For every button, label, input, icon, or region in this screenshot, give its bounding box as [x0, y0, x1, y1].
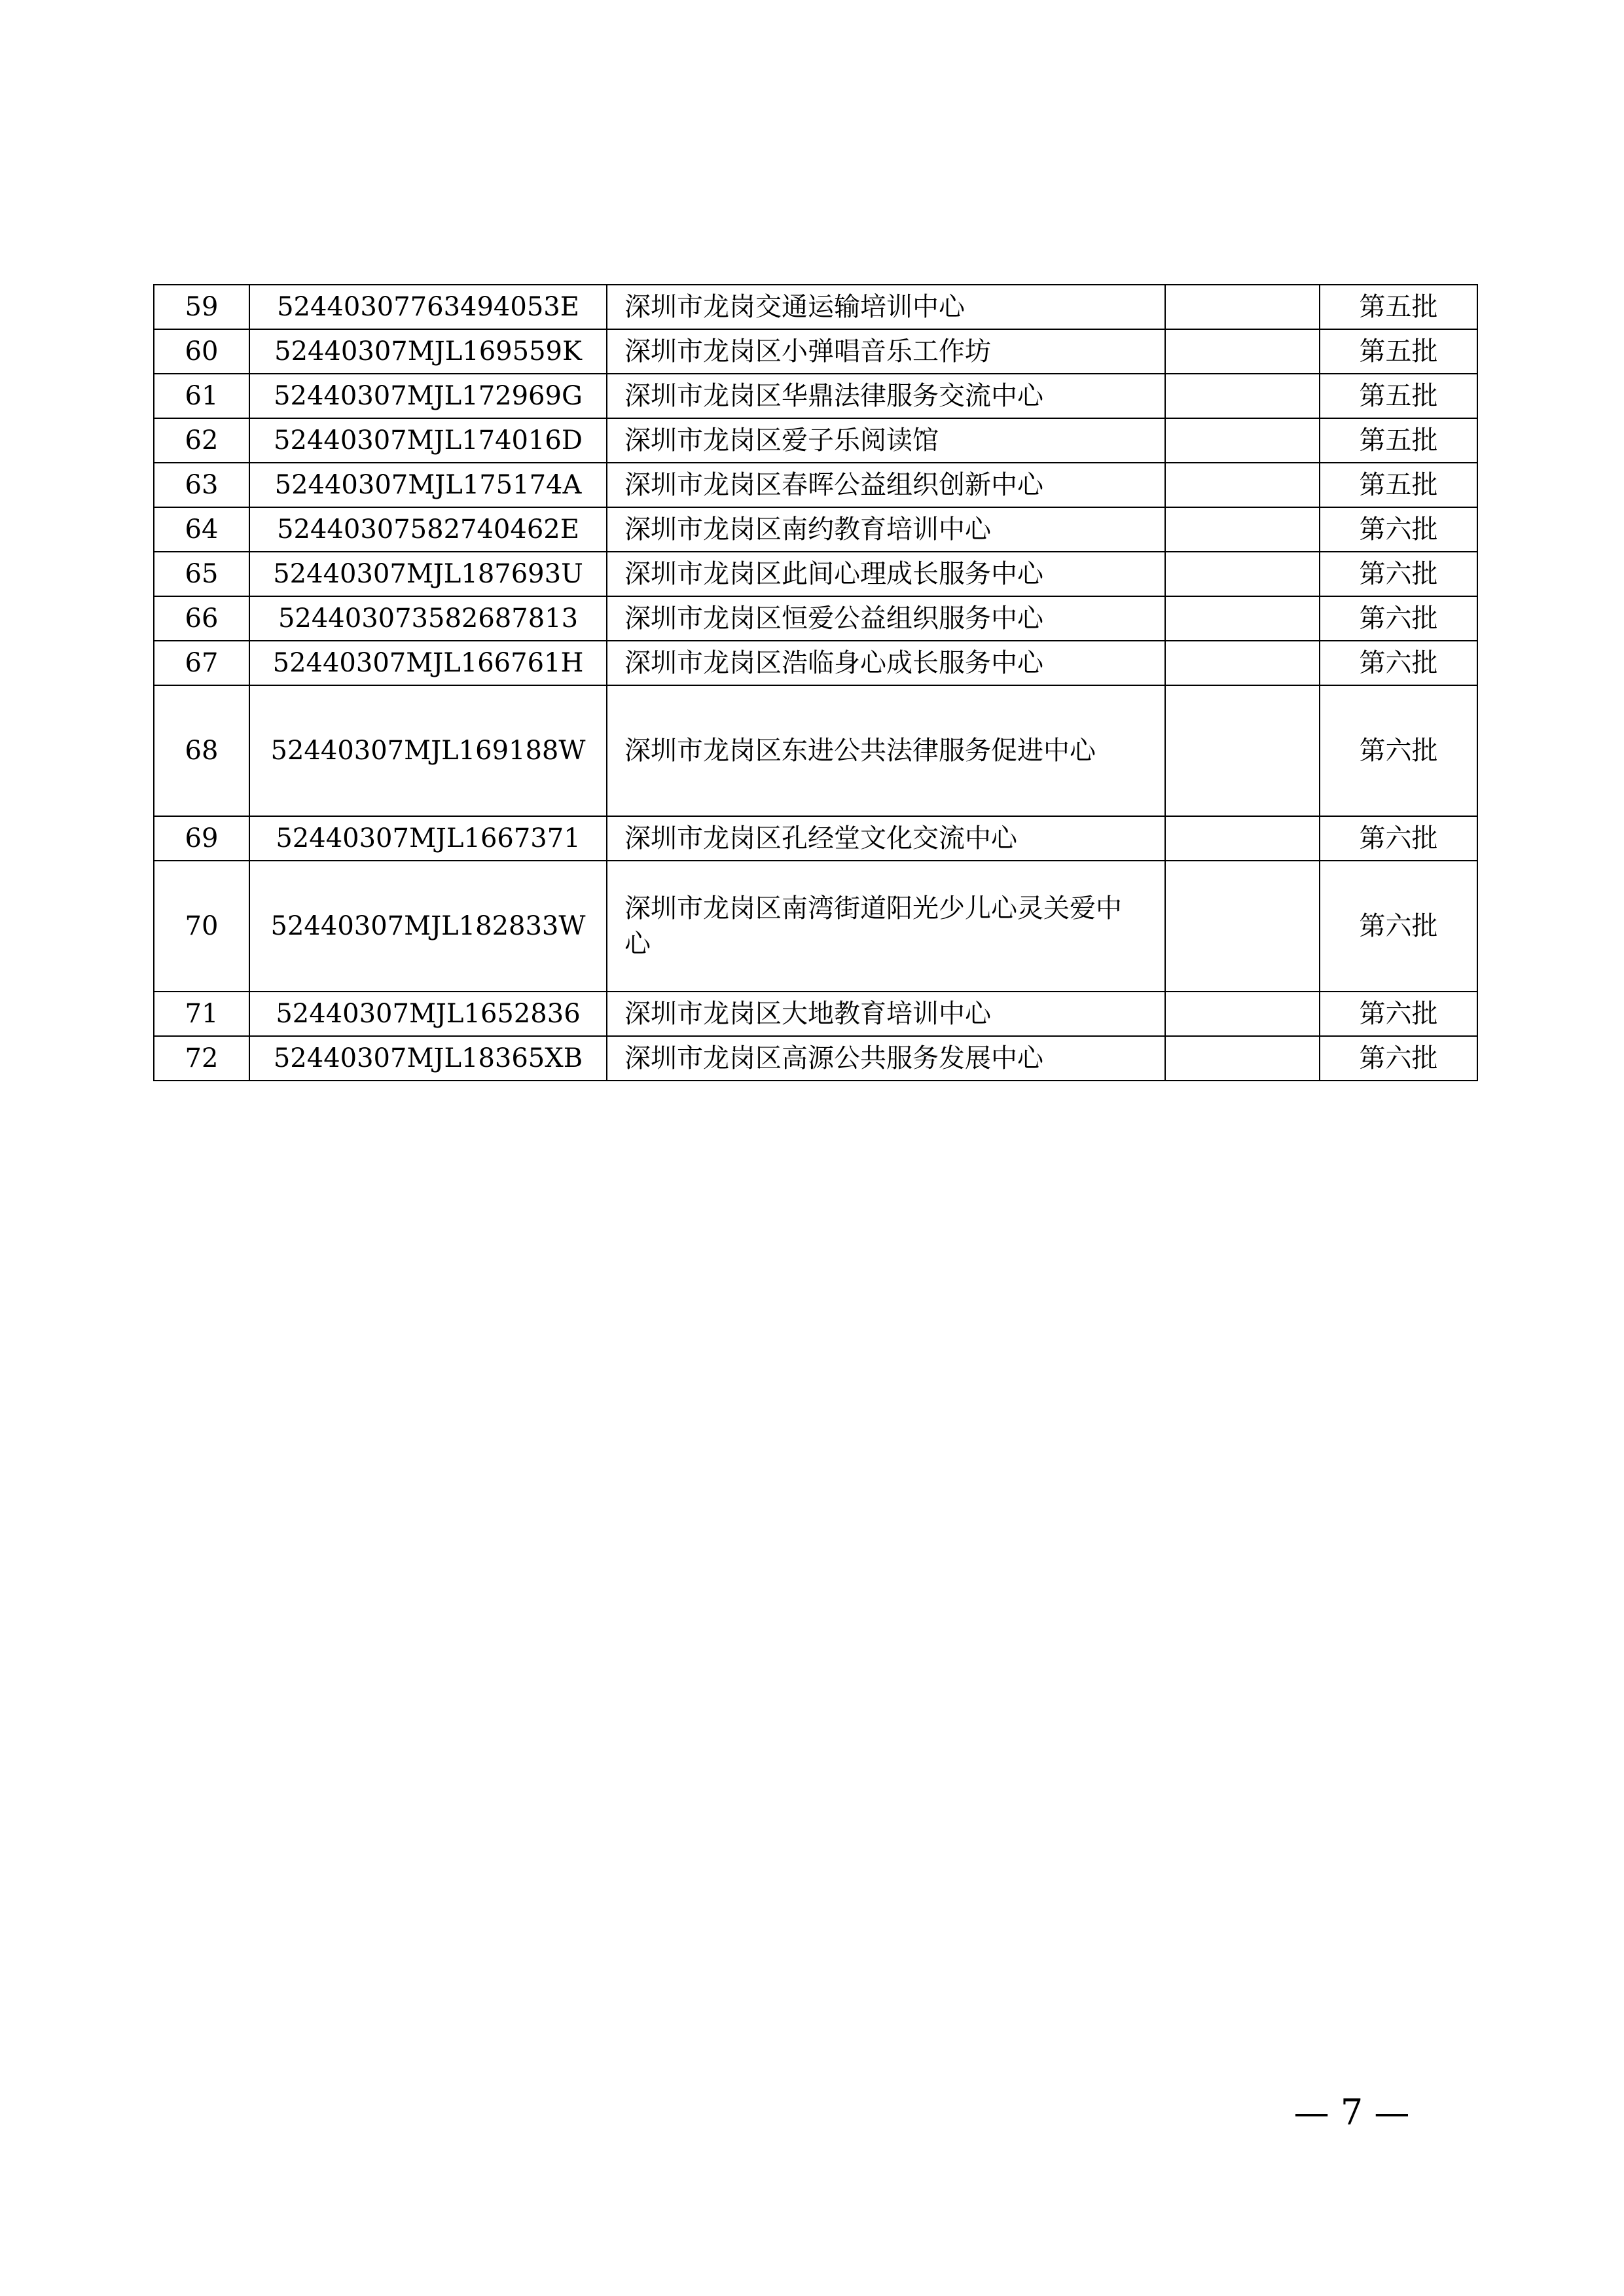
- organization-name: 深圳市龙岗区高源公共服务发展中心: [607, 1036, 1165, 1081]
- table-row: [154, 992, 1477, 1036]
- organization-table: [153, 284, 1478, 1081]
- batch-label: 第六批: [1320, 861, 1477, 992]
- note-cell: [1165, 374, 1320, 418]
- organization-name: 深圳市龙岗区华鼎法律服务交流中心: [607, 374, 1165, 418]
- batch-label: 第五批: [1320, 285, 1477, 329]
- credit-code: 52440307MJL172969G: [249, 374, 607, 418]
- note-cell: [1165, 1036, 1320, 1081]
- page-number: — 7 —: [1293, 2092, 1410, 2133]
- table-row: [154, 463, 1477, 507]
- note-cell: [1165, 463, 1320, 507]
- credit-code: 524403073582687813: [249, 596, 607, 641]
- table-row: [154, 285, 1477, 329]
- batch-label: 第五批: [1320, 463, 1477, 507]
- note-cell: [1165, 816, 1320, 861]
- organization-name: 深圳市龙岗区恒爱公益组织服务中心: [607, 596, 1165, 641]
- row-number: 64: [154, 507, 249, 552]
- batch-label: 第六批: [1320, 816, 1477, 861]
- credit-code: 52440307763494053E: [249, 285, 607, 329]
- batch-label: 第六批: [1320, 992, 1477, 1036]
- organization-name: 深圳市龙岗区东进公共法律服务促进中心: [607, 685, 1165, 816]
- table-row: [154, 685, 1477, 816]
- batch-label: 第五批: [1320, 374, 1477, 418]
- organization-name: 深圳市龙岗区爱子乐阅读馆: [607, 418, 1165, 463]
- table-row: [154, 329, 1477, 374]
- organization-name: 深圳市龙岗区春晖公益组织创新中心: [607, 463, 1165, 507]
- table-row: [154, 816, 1477, 861]
- batch-label: 第六批: [1320, 507, 1477, 552]
- credit-code: 52440307MJL187693U: [249, 552, 607, 596]
- credit-code: 52440307MJL169559K: [249, 329, 607, 374]
- row-number: 63: [154, 463, 249, 507]
- table-row: [154, 507, 1477, 552]
- batch-label: 第六批: [1320, 1036, 1477, 1081]
- row-number: 62: [154, 418, 249, 463]
- row-number: 61: [154, 374, 249, 418]
- row-number: 65: [154, 552, 249, 596]
- note-cell: [1165, 552, 1320, 596]
- batch-label: 第六批: [1320, 685, 1477, 816]
- row-number: 69: [154, 816, 249, 861]
- table-row: [154, 418, 1477, 463]
- table-row: [154, 374, 1477, 418]
- organization-name: 深圳市龙岗区浩临身心成长服务中心: [607, 641, 1165, 685]
- table-row: [154, 552, 1477, 596]
- row-number: 59: [154, 285, 249, 329]
- row-number: 60: [154, 329, 249, 374]
- note-cell: [1165, 685, 1320, 816]
- batch-label: 第五批: [1320, 418, 1477, 463]
- batch-label: 第六批: [1320, 641, 1477, 685]
- note-cell: [1165, 329, 1320, 374]
- row-number: 71: [154, 992, 249, 1036]
- organization-name: 深圳市龙岗区南约教育培训中心: [607, 507, 1165, 552]
- note-cell: [1165, 418, 1320, 463]
- credit-code: 52440307MJL166761H: [249, 641, 607, 685]
- note-cell: [1165, 861, 1320, 992]
- row-number: 72: [154, 1036, 249, 1081]
- organization-name: 深圳市龙岗区此间心理成长服务中心: [607, 552, 1165, 596]
- note-cell: [1165, 596, 1320, 641]
- credit-code: 52440307MJL174016D: [249, 418, 607, 463]
- organization-name: 深圳市龙岗区南湾街道阳光少儿心灵关爱中心: [607, 861, 1165, 992]
- note-cell: [1165, 285, 1320, 329]
- table-body: [154, 285, 1477, 1081]
- batch-label: 第五批: [1320, 329, 1477, 374]
- note-cell: [1165, 641, 1320, 685]
- row-number: 70: [154, 861, 249, 992]
- table-row: [154, 596, 1477, 641]
- organization-name: 深圳市龙岗区孔经堂文化交流中心: [607, 816, 1165, 861]
- table-row: [154, 861, 1477, 992]
- table-row: [154, 1036, 1477, 1081]
- batch-label: 第六批: [1320, 596, 1477, 641]
- organization-name: 深圳市龙岗区小弹唱音乐工作坊: [607, 329, 1165, 374]
- table-row: [154, 641, 1477, 685]
- batch-label: 第六批: [1320, 552, 1477, 596]
- organization-name: 深圳市龙岗交通运输培训中心: [607, 285, 1165, 329]
- row-number: 68: [154, 685, 249, 816]
- credit-code: 52440307MJL175174A: [249, 463, 607, 507]
- credit-code: 52440307MJL1652836: [249, 992, 607, 1036]
- credit-code: 52440307MJL18365XB: [249, 1036, 607, 1081]
- credit-code: 52440307MJL1667371: [249, 816, 607, 861]
- organization-name: 深圳市龙岗区大地教育培训中心: [607, 992, 1165, 1036]
- row-number: 67: [154, 641, 249, 685]
- note-cell: [1165, 507, 1320, 552]
- row-number: 66: [154, 596, 249, 641]
- credit-code: 52440307MJL182833W: [249, 861, 607, 992]
- credit-code: 52440307MJL169188W: [249, 685, 607, 816]
- credit-code: 52440307582740462E: [249, 507, 607, 552]
- note-cell: [1165, 992, 1320, 1036]
